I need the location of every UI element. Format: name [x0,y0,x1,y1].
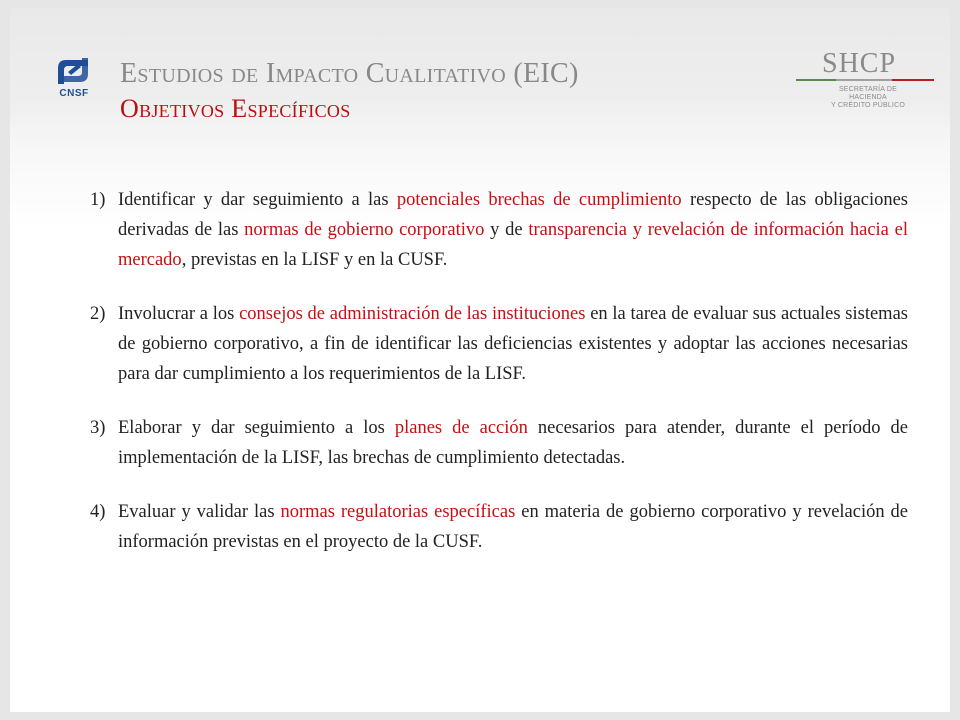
shcp-logo-subtitle: SECRETARÍA DE HACIENDA Y CRÉDITO PÚBLICO [831,86,905,109]
flag-stripe-green [796,79,836,81]
text-fragment: necesarios para atender, durante el período de implementación de la LISF, las brechas de cumplimiento detectadas. [118,418,908,468]
highlighted-text: consejos de administración de las instituciones [239,304,586,324]
shcp-logo-text: SHCP [822,48,897,79]
highlighted-text: potenciales brechas de cumplimiento [396,190,682,210]
text-fragment: en la tarea de evaluar sus actuales sistemas de gobierno corporativo, a fin de identificar las deficiencias existentes y adoptar las acciones necesarias para dar cumplimiento a los requerimientos de la LISF. [118,304,908,384]
text-fragment: Elaborar y dar seguimiento a los [118,418,395,438]
objective-item [90,185,908,275]
text-fragment: Involucrar a los [118,304,240,324]
highlighted-text: normas de gobierno corporativo [244,220,485,240]
objective-text [118,190,908,270]
objective-number: 1) [90,190,106,210]
text-fragment: en materia de gobierno corporativo y revelación de información previstas en el proyecto de la CUSF. [118,502,909,552]
objective-item [90,497,908,557]
objective-text [118,502,908,552]
objective-item [90,413,908,473]
text-fragment: Identificar y dar seguimiento a las [118,190,397,210]
objectives-list [90,185,908,581]
cnsf-logo-text: CNSF [59,88,89,99]
objective-number: 2) [90,304,106,324]
page-title: Estudios de Impacto Cualitativo (EIC) [120,58,579,89]
text-fragment: , previstas en la LISF y en la CUSF. [181,250,448,270]
objective-text [118,304,908,384]
text-fragment: respecto de las obligaciones derivadas de las [118,190,908,240]
highlighted-text: planes de acción [394,418,528,438]
flag-stripe-red [892,79,934,81]
objective-text [118,418,908,468]
page-subtitle: Objetivos Específicos [120,94,351,123]
objective-number: 3) [90,418,106,438]
text-fragment: Evaluar y validar las [118,502,281,522]
shcp-logo [796,48,934,114]
text-fragment: y de [484,220,529,240]
objective-number: 4) [90,502,106,522]
objective-item [90,299,908,389]
flag-stripe-white [836,79,892,81]
highlighted-text: normas regulatorias específicas [280,502,516,522]
cnsf-emblem-icon [50,54,96,88]
slide [10,8,950,712]
highlighted-text: transparencia y revelación de información hacia el mercado [118,220,908,270]
